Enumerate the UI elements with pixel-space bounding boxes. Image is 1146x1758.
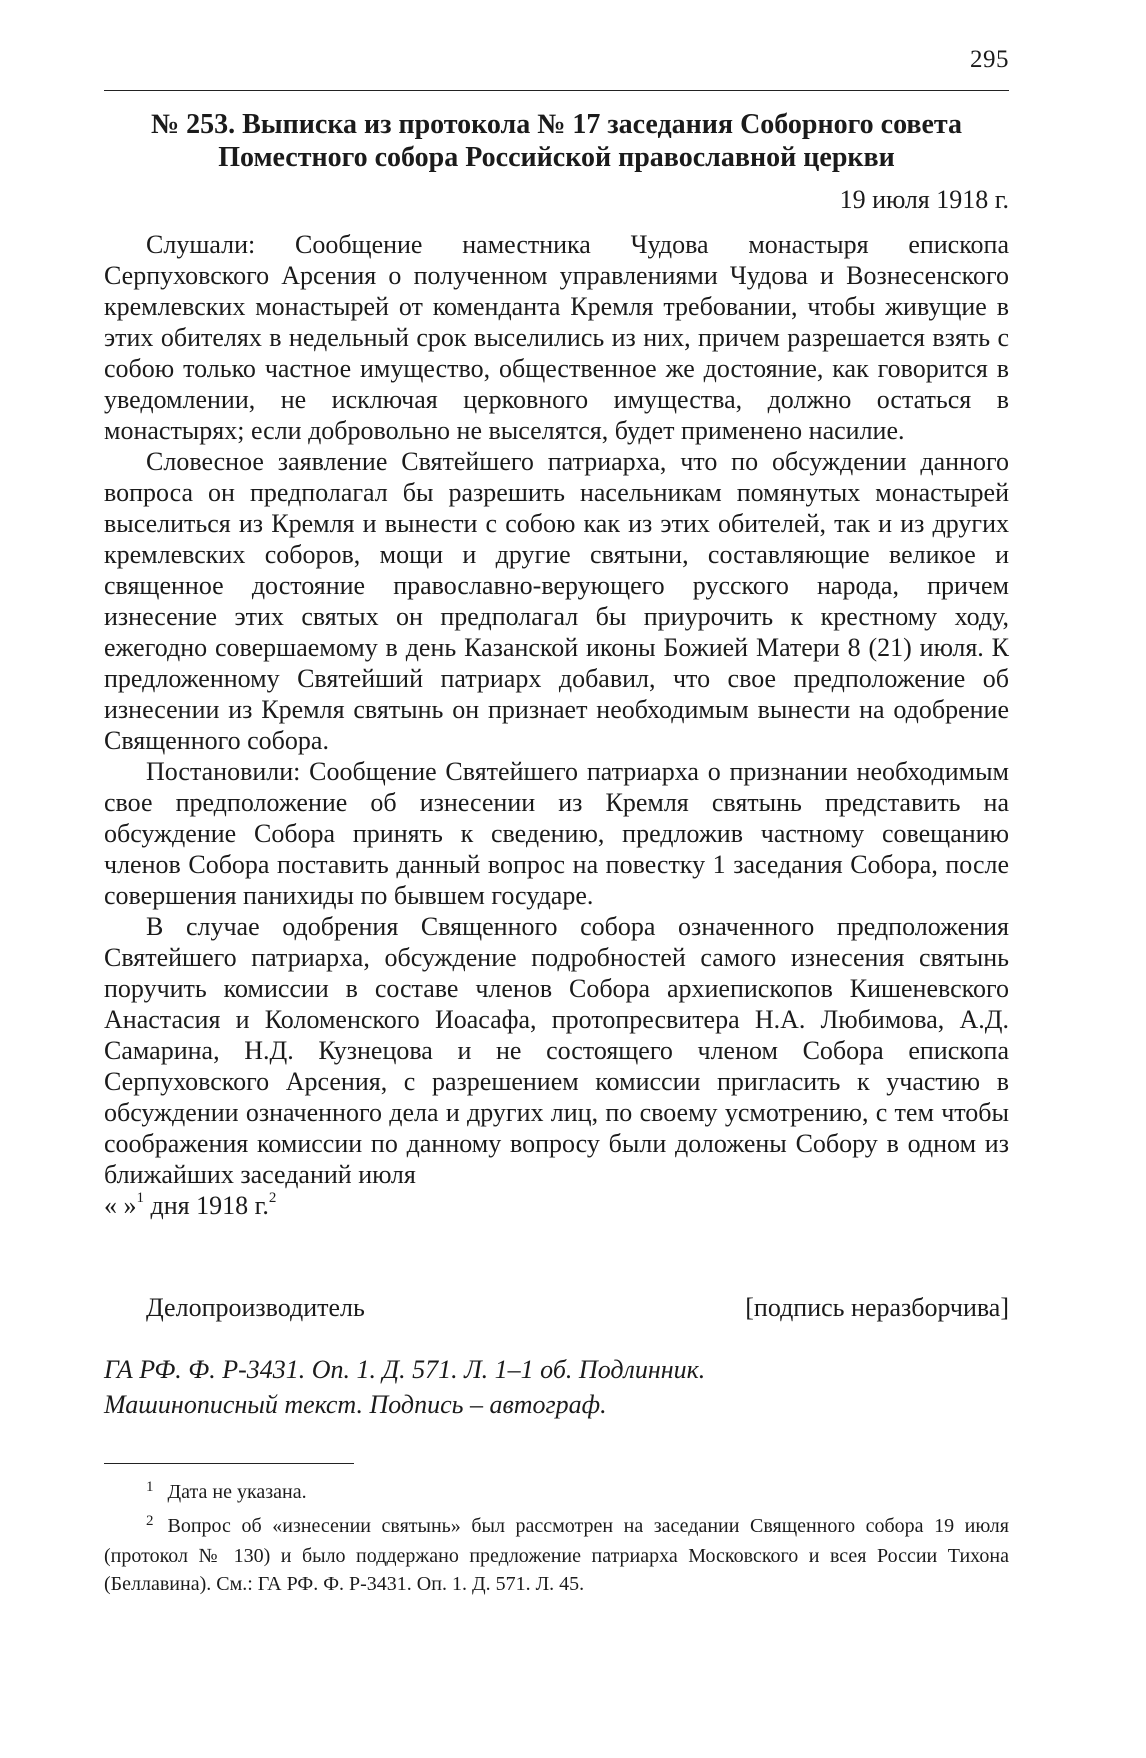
document-body (104, 229, 1009, 1221)
archival-reference (104, 1352, 1009, 1422)
paragraph-heard: Слушали: Сообщение наместника Чудова монастыря епископа Серпуховского Арсения о полученном управлениями Чудова и Вознесенского кремлевских монастырей от коменданта Кремля требовании, чтобы живущие в этих обителях в недельный срок выселились из них, причем разрешается взять с собою только частное имущество, общественное же достояние, как говорится в уведомлении, не исключая церковного имущества, должно остаться в монастырях; если добровольно не выселятся, будет применено насилие. (104, 230, 1009, 445)
paragraph-statement: Словесное заявление Святейшего патриарха, что по обсуждении данного вопроса он предполагал бы разрешить насельникам помянутых монастырей выселиться из Кремля и вынести с собою как из этих обителей, так и из других кремлевских соборов, мощи и другие святыни, составляющие великое и священное достояние православно-верующего русского народа, причем изнесение этих святых он предполагал бы приурочить к крестному ходу, ежегодно совершаемому в день Казанской иконы Божией Матери 8 (21) июля. К предложенному Святейший патриарх добавил, что свое предположение об изнесении из Кремля святынь он признает необходимым вынести на одобрение Священного собора. (104, 447, 1009, 755)
footnote-mark: 2 (146, 1513, 154, 1529)
footnote-2 (104, 1512, 1009, 1598)
footnotes (104, 1478, 1009, 1602)
signer-role: Делопроизводитель (146, 1293, 365, 1322)
archival-line-1: ГА РФ. Ф. Р-3431. Оп. 1. Д. 571. Л. 1–1 об. Подлинник. (104, 1355, 706, 1384)
footnote-mark: 1 (146, 1479, 154, 1495)
blank-day-quote: « » (104, 1191, 137, 1220)
document-title (104, 108, 1009, 174)
paragraph-resolved: Постановили: Сообщение Святейшего патриарха о признании необходимым свое предположение об изнесении из Кремля святынь представить на обсуждение Собора принять к сведению, предложив частному совещанию членов Собора поставить данный вопрос на повестку 1 заседания Собора, после совершения панихиды по бывшем государе. (104, 757, 1009, 910)
paragraph-final-line (104, 1190, 1009, 1221)
paragraph-commission: В случае одобрения Священного собора означенного предположения Святейшего патриарха, обсуждение подробностей самого изнесения святынь поручить комиссии в составе членов Собора архиепископов Кишеневского Анастасия и Коломенского Иоасафа, протопресвитера Н.А. Любимова, А.Д. Самарина, Н.Д. Кузнецова и не состоящего членом Собора епископа Серпуховского Арсения, с разрешением комиссии пригласить к участию в обсуждении означенного дела и других лиц, по своему усмотрению, с тем чтобы соображения комиссии по данному вопросу были доложены Собору в одном из ближайших заседаний июля (104, 912, 1009, 1189)
page-number: 295 (970, 46, 1009, 73)
footnote-text: Вопрос об «изнесении святынь» был рассмотрен на заседании Священного собора 19 июля (протокол № 130) и было поддержано предложение патриарха Московского и всея России Тихона (Беллавина). См.: ГА РФ. Ф. Р-3431. Оп. 1. Д. 571. Л. 45. (104, 1515, 1009, 1595)
document-date: 19 июля 1918 г. (839, 185, 1009, 214)
footnote-rule (104, 1463, 354, 1464)
title-line-1: № 253. Выписка из протокола № 17 заседания Соборного совета (150, 109, 963, 140)
signature-note: [подпись неразборчива] (745, 1293, 1009, 1322)
footnote-text: Дата не указана. (167, 1481, 307, 1503)
year-text: дня 1918 г. (144, 1191, 269, 1220)
title-line-2: Поместного собора Российской православной церкви (218, 142, 895, 173)
archival-line-2: Машинописный текст. Подпись – автограф. (104, 1390, 607, 1419)
footnote-ref-2: 2 (268, 1190, 277, 1207)
footnote-1 (104, 1478, 1009, 1508)
header-rule (104, 90, 1009, 91)
footnote-ref-1: 1 (136, 1190, 144, 1207)
